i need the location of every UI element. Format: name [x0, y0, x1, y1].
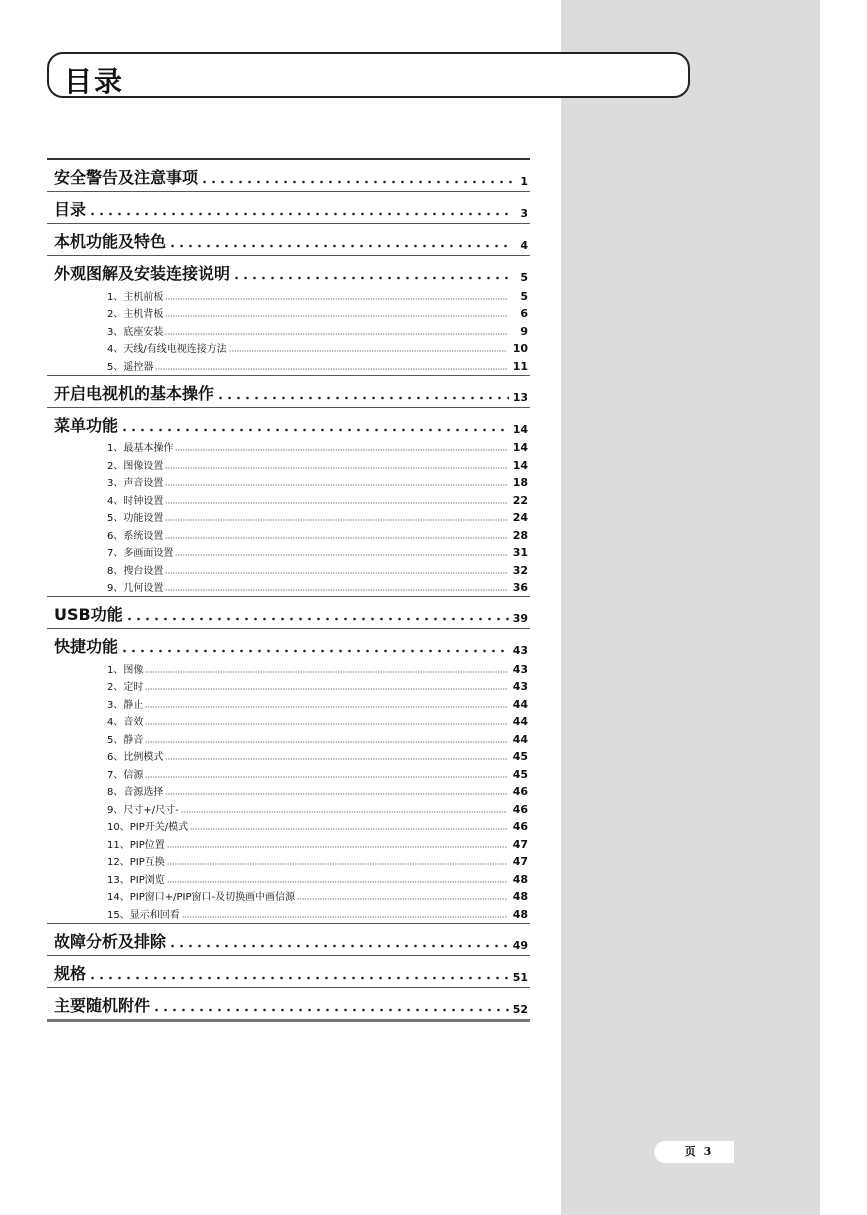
leader-dots: [88, 211, 512, 217]
leader-dots: [165, 758, 506, 760]
toc-subentry-page: 43: [512, 662, 528, 676]
toc-subentry-label: 9、几何设置: [107, 583, 164, 594]
toc-subentry-label: 5、静音: [107, 734, 144, 746]
toc-subentry[interactable]: [47, 816, 530, 834]
leader-dots: [145, 688, 506, 690]
toc-entry[interactable]: [47, 988, 530, 1017]
toc-subentry-page: 9: [520, 324, 528, 338]
toc-subentry-label: 15、显示和回看: [107, 909, 180, 921]
toc-subentry-page: 47: [512, 855, 528, 868]
leader-dots: [120, 427, 509, 433]
toc-subentry-page: 46: [512, 785, 528, 798]
leader-dots: [168, 243, 512, 249]
leader-dots: [145, 776, 506, 778]
toc-subentry-page: 36: [512, 581, 528, 594]
toc-subentry[interactable]: [47, 833, 530, 851]
toc-subentry-label: 3、声音设置: [107, 478, 164, 489]
page-label: 页: [684, 1145, 696, 1158]
title-frame: [47, 52, 690, 98]
toc-entry[interactable]: [47, 408, 530, 437]
toc-subentry-page: 44: [512, 732, 528, 746]
leader-dots: [165, 572, 506, 574]
toc-subentry-label: 1、主机前板: [107, 291, 164, 303]
toc-subentry-label: 4、天线/有线电视连接方法: [107, 344, 227, 355]
leader-dots: [175, 554, 506, 556]
toc-section: [47, 191, 530, 223]
toc-subentry[interactable]: [47, 577, 530, 595]
leader-dots: [167, 881, 507, 883]
toc-subentry-label: 6、系统设置: [107, 530, 164, 542]
toc-entry-page: 4: [520, 239, 528, 252]
leader-dots: [165, 502, 506, 504]
toc-entry[interactable]: [47, 224, 530, 253]
leader-dots: [145, 741, 506, 743]
toc-subentry[interactable]: [47, 437, 530, 455]
toc-entry[interactable]: [47, 256, 530, 285]
toc-subentry-page: 32: [512, 563, 528, 577]
toc-subentry-page: 14: [512, 441, 528, 454]
toc-subentry-label: 3、静止: [107, 699, 144, 711]
toc-subentry[interactable]: [47, 658, 530, 676]
toc-subentry-page: 6: [520, 307, 528, 320]
toc-subentry-page: 45: [512, 750, 528, 763]
toc-section: [47, 628, 530, 923]
toc-section: [47, 596, 530, 628]
toc-subentry[interactable]: [47, 886, 530, 904]
toc-entry-title: 快捷功能: [54, 637, 119, 656]
toc-subentry[interactable]: [47, 338, 530, 356]
toc-entry-title: 规格: [54, 963, 87, 983]
toc-subentry-label: 8、搜台设置: [107, 565, 164, 577]
toc-subentry-label: 7、多画面设置: [107, 548, 174, 559]
toc-section: [47, 160, 530, 191]
toc-subentry-label: 12、PIP互换: [107, 857, 165, 868]
toc-subentry[interactable]: [47, 711, 530, 729]
toc-section: [47, 223, 530, 255]
toc-entry-title: 目录: [54, 200, 87, 219]
toc-subentry-page: 14: [512, 458, 528, 472]
leader-dots: [200, 179, 512, 185]
toc-subentry-label: 9、尺寸+/尺寸-: [107, 804, 179, 816]
leader-dots: [125, 616, 509, 622]
toc-subentry-page: 48: [512, 907, 528, 921]
toc-subentry[interactable]: [47, 524, 530, 542]
toc-subentry[interactable]: [47, 851, 530, 869]
toc-subentry-label: 13、PIP浏览: [107, 874, 165, 886]
toc-entry-page: 1: [520, 175, 528, 188]
toc-subentry[interactable]: [47, 693, 530, 711]
leader-dots: [232, 275, 512, 281]
page-number: 3: [703, 1145, 712, 1158]
toc-subentry[interactable]: [47, 868, 530, 886]
toc-entry-title: 主要随机附件: [54, 995, 151, 1015]
leader-dots: [145, 723, 506, 725]
toc-section: [47, 923, 530, 955]
toc-entry[interactable]: [47, 160, 530, 189]
toc-subentry-page: 18: [512, 476, 528, 489]
toc-subentry[interactable]: [47, 676, 530, 694]
toc-entry-page: 52: [512, 1002, 528, 1016]
leader-dots: [165, 537, 506, 539]
toc-subentry[interactable]: [47, 903, 530, 921]
leader-dots: [216, 395, 509, 401]
toc-subentry[interactable]: [47, 454, 530, 472]
toc-subentry-label: 8、音源选择: [107, 787, 164, 798]
toc-subentry[interactable]: [47, 763, 530, 781]
toc-entry-page: 5: [520, 271, 528, 284]
leader-dots: [165, 589, 506, 591]
gray-sidebar: [561, 0, 820, 1215]
toc-entry-page: 13: [512, 390, 528, 404]
toc-subentry-page: 45: [512, 767, 528, 781]
leader-dots: [165, 467, 506, 469]
toc-subentry-label: 2、定时: [107, 682, 144, 693]
leader-dots: [120, 648, 509, 654]
toc-entry-page: 14: [512, 422, 528, 436]
leader-dots: [165, 333, 508, 335]
toc-entry-title: 本机功能及特色: [54, 232, 167, 251]
toc-subentry[interactable]: [47, 285, 530, 303]
toc-subentry-page: 48: [512, 890, 528, 903]
toc-subentry[interactable]: [47, 781, 530, 799]
toc-subentry-label: 1、图像: [107, 664, 144, 676]
toc-subentry-page: 48: [512, 872, 528, 886]
leader-dots: [145, 671, 506, 673]
leader-dots: [190, 828, 507, 830]
toc-subentry-page: 22: [512, 493, 528, 507]
leader-dots: [165, 484, 506, 486]
toc-subentry-label: 10、PIP开关/模式: [107, 822, 189, 833]
toc-subentry-page: 24: [512, 511, 528, 524]
toc-subentry-page: 10: [512, 342, 528, 355]
toc-subentry-page: 31: [512, 546, 528, 559]
toc-subentry-label: 4、音效: [107, 717, 144, 728]
toc-entry-page: 3: [520, 207, 528, 220]
toc-subentry-page: 46: [512, 820, 528, 833]
toc-entry-page: 51: [512, 970, 528, 984]
toc-entry[interactable]: [47, 629, 530, 658]
leader-dots: [165, 519, 506, 521]
toc-entry[interactable]: [47, 597, 530, 626]
toc-subentry[interactable]: [47, 559, 530, 577]
toc-subentry-page: 46: [512, 802, 528, 816]
toc-subentry[interactable]: [47, 303, 530, 321]
toc-subentry-label: 1、最基本操作: [107, 443, 174, 454]
toc-entry-title: 安全警告及注意事项: [54, 168, 199, 187]
toc-entry-page: 39: [512, 612, 528, 625]
leader-dots: [297, 898, 507, 900]
leader-dots: [168, 943, 509, 949]
leader-dots: [152, 1007, 509, 1013]
toc-subentry-label: 3、底座安装: [107, 326, 164, 338]
leader-dots: [155, 368, 506, 370]
toc-subentry-page: 44: [512, 715, 528, 728]
toc-subentry-page: 44: [512, 697, 528, 711]
toc-entry-title: USB功能: [54, 605, 123, 624]
toc-section: [47, 375, 530, 407]
toc-subentry-label: 7、信源: [107, 769, 144, 781]
toc-subentry[interactable]: [47, 489, 530, 507]
leader-dots: [165, 315, 508, 317]
toc-subentry-page: 43: [512, 680, 528, 693]
toc-entry-title: 开启电视机的基本操作: [54, 383, 215, 403]
toc-subentry-page: 5: [520, 289, 528, 303]
toc-subentry-page: 47: [512, 837, 528, 851]
toc-entry[interactable]: [47, 924, 530, 953]
leader-dots: [167, 846, 507, 848]
table-of-contents: [47, 158, 530, 1022]
toc-section: [47, 407, 530, 597]
leader-dots: [182, 916, 507, 918]
toc-subentry-label: 14、PIP窗口+/PIP窗口-及切换画中画信源: [107, 892, 296, 903]
toc-entry-page: 43: [512, 644, 528, 657]
toc-entry-title: 菜单功能: [54, 415, 119, 435]
toc-subentry[interactable]: [47, 320, 530, 338]
toc-subentry[interactable]: [47, 798, 530, 816]
toc-entry[interactable]: [47, 376, 530, 405]
toc-entry-title: 故障分析及排除: [54, 931, 167, 951]
leader-dots: [165, 793, 506, 795]
toc-subentry-page: 11: [512, 359, 528, 373]
toc-subentry-label: 4、时钟设置: [107, 495, 164, 507]
leader-dots: [167, 863, 507, 865]
toc-section: [47, 955, 530, 987]
leader-dots: [165, 298, 508, 300]
toc-subentry-label: 2、主机背板: [107, 309, 164, 320]
page-title: 目录: [64, 65, 125, 98]
toc-subentry[interactable]: [47, 542, 530, 560]
toc-section: [47, 987, 530, 1019]
toc-entry[interactable]: [47, 956, 530, 985]
toc-subentry-label: 2、图像设置: [107, 460, 164, 472]
toc-subentry-label: 5、功能设置: [107, 513, 164, 524]
toc-subentry[interactable]: [47, 728, 530, 746]
page-number-badge: [654, 1141, 734, 1163]
toc-subentry[interactable]: [47, 746, 530, 764]
leader-dots: [88, 975, 509, 981]
toc-subentry-label: 11、PIP位置: [107, 839, 165, 851]
leader-dots: [175, 449, 506, 451]
toc-subentry[interactable]: [47, 507, 530, 525]
leader-dots: [181, 811, 507, 813]
toc-entry-title: 外观图解及安装连接说明: [54, 264, 231, 283]
toc-subentry[interactable]: [47, 355, 530, 373]
toc-entry-page: 49: [512, 938, 528, 952]
toc-subentry-label: 6、比例模式: [107, 752, 164, 763]
toc-subentry[interactable]: [47, 472, 530, 490]
toc-entry[interactable]: [47, 192, 530, 221]
toc-section: [47, 255, 530, 375]
leader-dots: [145, 706, 506, 708]
leader-dots: [229, 350, 507, 352]
toc-subentry-page: 28: [512, 528, 528, 542]
toc-subentry-label: 5、遥控器: [107, 361, 154, 373]
